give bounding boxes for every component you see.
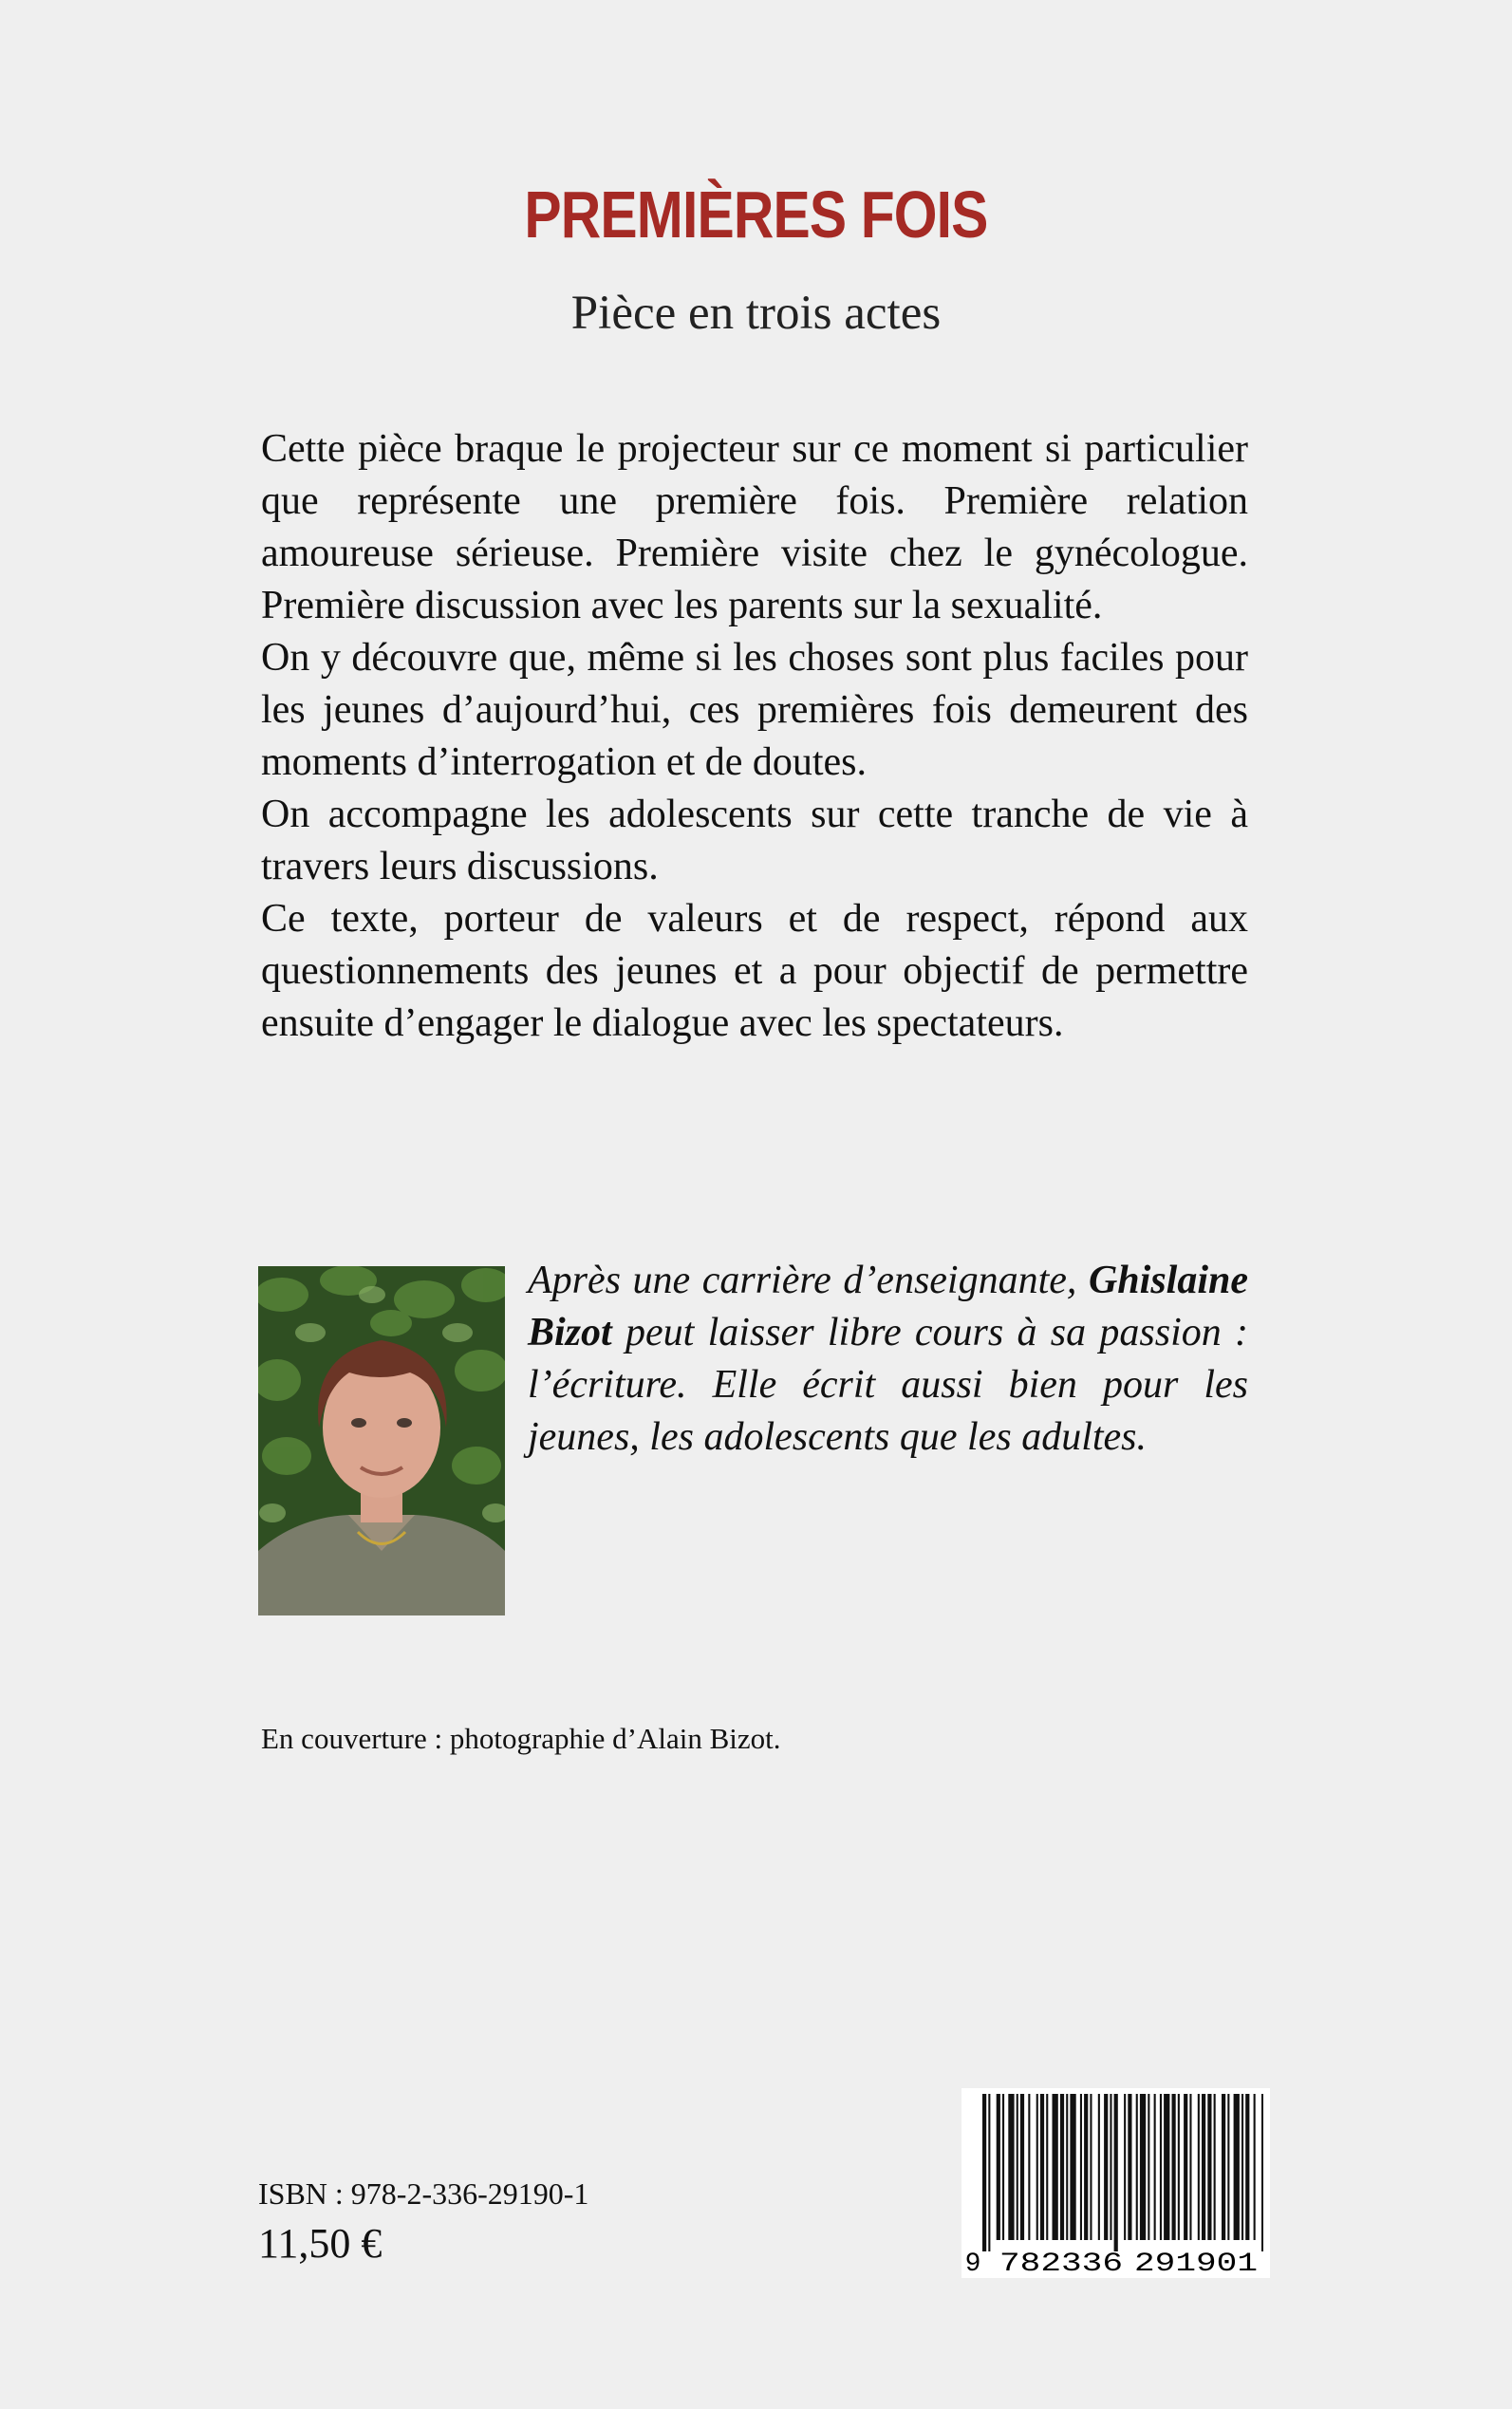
blurb-paragraph: Cette pièce braque le projecteur sur ce moment si particulier que représente une première fois. Première relation amoureuse sérieuse. Première visite chez le gynécologue. Première discussion avec les parents sur la sexualité.: [261, 427, 1248, 627]
bio-text-before: Après une carrière d’enseignante,: [528, 1259, 1077, 1302]
barcode-bar: [1189, 2094, 1191, 2240]
barcode-bar: [1124, 2094, 1126, 2240]
barcode-bar: [1214, 2094, 1216, 2240]
barcode-bar: [1198, 2094, 1200, 2240]
barcode-bar: [1227, 2094, 1229, 2240]
book-subtitle: Pièce en trois actes: [570, 287, 942, 340]
barcode-lead-digit: 9: [964, 2250, 981, 2278]
barcode-bar: [1261, 2094, 1263, 2251]
barcode-bar: [1114, 2094, 1118, 2251]
barcode-bar: [1060, 2094, 1064, 2240]
blurb-paragraph: Ce texte, porteur de valeurs et de respect, répond aux questionnements des jeunes et a pour objectif de permettre ensuite d’engager le dialogue avec les spectateurs.: [261, 897, 1248, 1045]
barcode-bar: [1164, 2094, 1169, 2240]
author-bio: [528, 1255, 1248, 1464]
barcode-bar: [988, 2094, 990, 2251]
cover-photo-credit: En couverture : photographie d’Alain Bizot.: [261, 1722, 781, 1755]
isbn: ISBN : 978-2-336-29190-1: [258, 2176, 589, 2211]
back-cover-blurb: [261, 423, 1248, 1050]
barcode-bar: [997, 2094, 1000, 2240]
barcode-bar: [982, 2094, 986, 2251]
barcode-bar: [1222, 2094, 1225, 2240]
barcode-bar: [1178, 2094, 1180, 2240]
barcode-bar: [1080, 2094, 1082, 2240]
barcode-bar: [1028, 2094, 1030, 2240]
barcode-bar: [1053, 2094, 1058, 2240]
barcode-bar: [1172, 2094, 1176, 2240]
barcode-bar: [1160, 2094, 1162, 2240]
barcode-bar: [1207, 2094, 1211, 2240]
barcode-bar: [1104, 2094, 1108, 2240]
barcode-bar: [1202, 2094, 1205, 2240]
barcode-bar: [1254, 2094, 1256, 2240]
barcode: [961, 2088, 1270, 2278]
blurb-paragraph: On accompagne les adolescents sur cette tranche de vie à travers leurs discussions.: [261, 793, 1248, 888]
barcode-bar: [1090, 2094, 1092, 2240]
barcode-bar: [1154, 2094, 1156, 2240]
barcode-bar: [1110, 2094, 1111, 2240]
author-name: Ghislaine Bizot: [528, 1259, 1249, 1354]
author-photo: [258, 1266, 505, 1615]
blurb-paragraph: On y découvre que, même si les choses sont plus faciles pour les jeunes d’aujourd’hui, ces premières fois demeurent des moments d’interrogation et de doutes.: [261, 636, 1248, 784]
barcode-bar: [1245, 2094, 1249, 2240]
bio-text-after: peut laisser libre cours à sa passion : l’écriture. Elle écrit aussi bien pour les jeunes, les adolescents que les adultes.: [528, 1311, 1248, 1459]
barcode-bar: [1234, 2094, 1240, 2240]
barcode-bar: [1070, 2094, 1075, 2240]
barcode-bar: [1020, 2094, 1024, 2240]
barcode-bar: [1036, 2094, 1038, 2240]
barcode-bar: [1184, 2094, 1187, 2240]
barcode-bar: [1098, 2094, 1100, 2240]
barcode-bar: [1136, 2094, 1138, 2240]
barcode-bar: [1002, 2094, 1004, 2240]
barcode-bar: [1140, 2094, 1146, 2240]
barcode-bar: [1046, 2094, 1048, 2240]
barcode-bar: [1066, 2094, 1068, 2240]
barcode-digits-right: 291901: [1134, 2250, 1258, 2278]
barcode-bar: [1017, 2094, 1018, 2240]
barcode-bar: [1241, 2094, 1243, 2240]
price: 11,50 €: [258, 2220, 383, 2267]
barcode-bar: [1008, 2094, 1014, 2240]
barcode-bar: [1128, 2094, 1131, 2240]
book-title: PREMIÈRES FOIS: [524, 177, 988, 252]
barcode-bar: [1148, 2094, 1149, 2240]
barcode-digits-left: 782336: [999, 2250, 1123, 2278]
barcode-bar: [1040, 2094, 1044, 2240]
barcode-bar: [1084, 2094, 1088, 2240]
